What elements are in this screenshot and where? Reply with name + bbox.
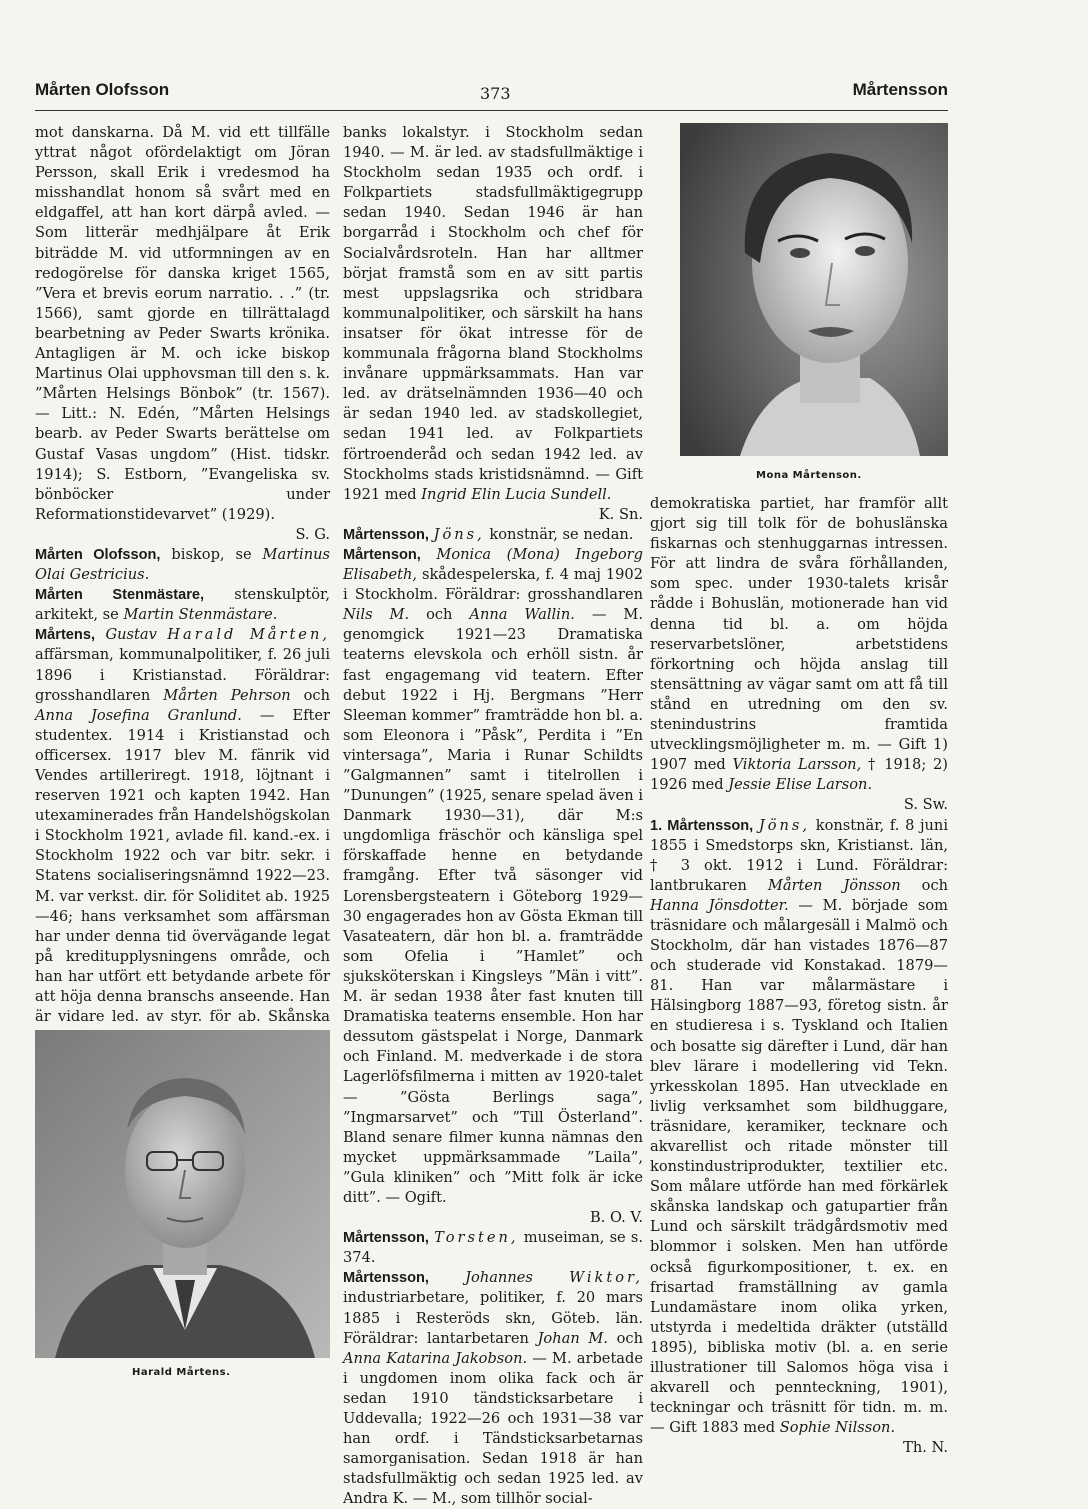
headword: Mårtensson,: [343, 1230, 429, 1247]
entry-martenson-mona: Mårtenson, Monica (Mona) Ingeborg Elisabeth, skådespelerska, f. 4 maj 1902 i Stockholm. Föräldrar: grosshandlaren Nils M. och Anna Wallin. — M. genomgick 1921—23 Dramatiska teaterns elevskola och erhöll sistn. år fast engagemang vid teatern. Efter debut 1922 i Hj. Bergmans ”Herr Sleeman kommer” framträdde hon bl. a. som Eleonora i ”Påsk”, Perdita i ”En vintersaga”, Maria i Runar Schildts ”Galgmannen” samt i titelrollen i ”Dunungen” (1925, senare spelad även i Danmark 1930—31), där M:s ungdomliga fräschör och känsliga spel förskaffade henne en betydande framgång. Efter två säsonger vid Lorensbergsteatern i Göteborg 1929—30 engagerades hon av Gösta Ekman till Vasateatern, där hon bl. a. framträdde som Ofelia i ”Hamlet” och sjuksköterskan i Kingsleys ”Män i vitt”. M. är sedan 1938 åter fast knuten till Dramatiska teaterns ensemble. Hon har dessutom gästspelat i Norge, Danmark och Finland. M. medverkade i de stora Lagerlöfsfilmerna i mitten av 1920-talet — ”Gösta Berlings saga”, ”Ingmarsarvet” och ”Till Österland”. Bland senare filmer kunna nämnas den mycket uppmärksammade ”Laila”, ”Gula kliniken” och ”Mitt folk är icke ditt”. — Ogift.: [343, 545, 643, 1206]
column-2: [343, 123, 643, 1509]
header-rule: [35, 110, 948, 111]
headword: 1. Mårtensson,: [650, 817, 754, 834]
headword: Mårtens,: [35, 627, 96, 644]
entry-continuation: mot danskarna. Då M. vid ett tillfälle yttrat något ofördelaktigt om Jöran Persson, skall Erik i vredesmod ha misshandlat honom så svårt med en eldgaffel, att han kort därpå avled. — Som litterär medhjälpare åt Erik biträdde M. vid utformningen av en redogörelse för danska kriget 1565, ”Vera et brevis eorum narratio. . .” (tr. 1566), samt gjorde en tillrättalagd bearbetning av Peder Swarts krönika. Antagligen är M. och icke biskop Martinus Olai upphovsman till den s. k. ”Mårten Helsings Bönbok” (tr. 1567). — Litt.: N. Edén, ”Mårten Helsings bearb. av Peder Swarts berättelse om Gustaf Vasas ungdom” (Hist. tidskr. 1914); S. Estborn, ”Evangeliska sv. bönböcker under Reformationstidevarvet” (1929).: [35, 124, 330, 523]
headword: Mårtensson,: [343, 1270, 429, 1287]
entry-martens-harald: Mårtens, Gustav Harald Mårten, affärsman, kommunalpolitiker, f. 26 juli 1896 i Kristianstad. Föräldrar: grosshandlaren Mårten Pehrson och Anna Josefina Granlund. — Efter studentex. 1914 i Kristianstad och officersex. 1917 blev M. fänrik vid Vendes artilleriregt. 1918, löjtnant i reserven 1921 och kapten 1942. Han utexaminerades från Handelshögskolan i Stockholm 1921, avlade fil. kand.-ex. i Stockholm 1922 och var bitr. sekr. i Statens socialiseringsnämnd 1922—23. M. var verkst. dir. för Soliditet ab. 1925—46; hans verksamhet som affärsman har under denna tid övervägande legat på kreditupplysningens område, och han har utfört ett betydande arbete för att höja denna branschs anseende. Han är vidare led. av styr. för ab. Skånska: [35, 626, 330, 1026]
portrait-mona-image: [680, 123, 948, 456]
column-3: [650, 494, 948, 1459]
portrait-harald-image: [35, 1030, 330, 1358]
entry-martensson-torsten: Mårtensson, Torsten, museiman, se s. 374.: [343, 1229, 644, 1267]
headword: Mårtenson,: [343, 546, 421, 563]
portrait-harald-martens: [35, 1030, 330, 1358]
entry-continuation: banks lokalstyr. i Stockholm sedan 1940. — M. är led. av stadsfullmäktige i Stockholm sedan 1935 och ordf. i Folkpartiets stadsfullmäktigegrupp sedan 1940. Sedan 1946 är han borgarråd i Stockholm och chef för Socialvårdsroteln. Han har alltmer börjat framstå som en av sitt partis mest uppslagsrika och stridbara kommunalpolitiker, och särskilt ha hans insatser för ökat intresse för de kommunala frågorna bland Stockholms invånare uppmärksammats. Han var led. av drätselnämnden 1936—40 och är sedan 1940 led. av stadskollegiet, sedan 1941 led. av Folkpartiets förtroenderåd och sedan 1942 led. av Stockholms stads kristidsnämnd. — Gift 1921 med Ingrid Elin Lucia Sundell.: [343, 124, 643, 503]
cross-reference: Martin Stenmästare.: [123, 606, 278, 624]
entry-martensson-wiktor: Mårtensson, Johannes Wiktor, industriarbetare, politiker, f. 20 mars 1885 i Resteröds skn, Göteb. län. Föräldrar: lantarbetaren Johan M. och Anna Katarina Jakobson. — M. arbetade i ungdomen inom olika fack och är sedan 1910 tändsticksarbetare i Uddevalla; 1922—26 och 1931—38 var han ordf. i Tändsticksarbetarnas samorganisation. Sedan 1918 är han stadsfullmäktig och sedan 1925 led. av Andra K. — M., som tillhör social-: [343, 1269, 643, 1508]
headword: Mårten Stenmästare,: [35, 587, 205, 604]
signature: S. Sw.: [903, 796, 948, 814]
signature: K. Sn.: [598, 505, 643, 523]
running-header-right: Mårtensson: [852, 80, 948, 99]
entry-marten-olofsson: Mårten Olofsson, biskop, se Martinus Olai Gestricius.: [35, 545, 330, 584]
caption-mona: Mona Mårtenson.: [756, 470, 862, 481]
entry-martensson-jons: 1. Mårtensson, Jöns, konstnär, f. 8 juni 1855 i Smedstorps skn, Kristianst. län, † 3 okt. 1912 i Lund. Föräldrar: lantbrukaren Mårten Jönsson och Hanna Jönsdotter. — M. började som träsnidare och målargesäll i Malmö och Stockholm, där han vistades 1876—87 och studerade vid Konstakad. 1879—81. Han var målarmästare i Hälsingborg 1887—93, företog sistn. år en studieresa i s. Tyskland och Italien och bosatte sig därefter i Lund, där han blev lärare i modellering vid Tekn. yrkesskolan 1895. Han utvecklade en livlig verksamhet som bildhuggare, träsnidare, keramiker, tecknare och akvarellist och ritade mönster till konstindustriprodukter, textilier etc. Som målare utförde han med förkärlek skånska landskap och gatupartier från Lund och särskilt trädgårdsmotiv med blommor i solsken. Men han utförde också figurkompositioner, t. ex. en frisartad framställning av gamla Lundamästare inom olika yrken, utstyrda i medeltida dräkter (utställd 1895), bibliska motiv (bl. a. en serie illustrationer till Salomos höga visa i akvarell och pennteckning, 1901), teckningar och träsnitt för tidn. m. m. — Gift 1883 med Sophie Nilsson.: [650, 816, 949, 1437]
entry-marten-stenmastare: Mårten Stenmästare, stenskulptör, arkitekt, se Martin Stenmästare.: [35, 586, 330, 624]
entry-martensson-jons-ref: Mårtensson, Jöns, konstnär, se nedan.: [343, 525, 634, 543]
page-number: 373: [480, 84, 511, 103]
column-1: [35, 123, 330, 1108]
headword: Mårtensson,: [343, 526, 429, 543]
portrait-mona-martenson: [680, 123, 948, 456]
cross-reference: Martinus Olai Gestricius.: [35, 545, 330, 584]
caption-harald: Harald Mårtens.: [132, 1367, 231, 1378]
signature: S. G.: [295, 525, 330, 543]
signature: B. O. V.: [589, 1209, 643, 1227]
signature: Th. N.: [903, 1439, 948, 1457]
headword: Mårten Olofsson,: [35, 546, 161, 563]
running-header-left: Mårten Olofsson: [35, 80, 170, 99]
entry-continuation: demokratiska partiet, har framför allt gjort sig till tolk för de bohuslänska fiskarnas och stenhuggarnas intressen. För att lindra de svåra förhållanden, som spec. under 1930-talets krisår rådde i Bohuslän, motionerade han vid denna tid bl. a. om höjda reservarbetslöner, arbetstidens förkortning och höjda anslag till stensättning av vägar samt om att få till stånd en utredning om den sv. stenindustrins framtida utvecklingsmöjligheter m. m. — Gift 1) 1907 med Viktoria Larsson, † 1918; 2) 1926 med Jessie Elise Larson.: [650, 495, 948, 794]
